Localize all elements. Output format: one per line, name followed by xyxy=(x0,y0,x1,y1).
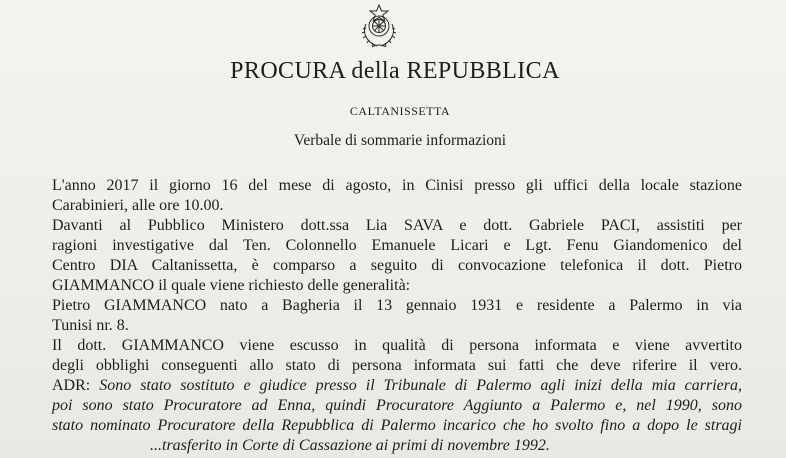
body-line: Davanti al Pubblico Ministero dott.ssa Lia SAVA e dott. Gabriele PACI, assistiti per xyxy=(52,217,742,234)
testimony-text: Sono stato sostituto e giudice presso il Tribunale di Palermo agli inizi della mia carriera, xyxy=(99,377,743,394)
body-line: ragioni investigative dal Ten. Colonnello Emanuele Licari e Lgt. Fenu Giandomenico del xyxy=(52,237,742,254)
testimony-line: stato nominato Procuratore della Repubblica di Palermo incarico che ho svolto fino a dopo le stragi xyxy=(52,417,742,434)
office-city: CALTANISSETTA xyxy=(349,104,451,118)
body-line: L'anno 2017 il giorno 16 del mese di agosto, in Cinisi presso gli uffici della locale stazione xyxy=(52,177,742,194)
body-line: Pietro GIAMMANCO nato a Bagheria il 13 gennaio 1931 e residente a Palermo in via xyxy=(52,297,742,314)
body-line: Il dott. GIAMMANCO viene escusso in qualità di persona informata e viene avvertito xyxy=(52,337,742,354)
testimony-line: poi sono stato Procuratore ad Enna, quindi Procuratore Aggiunto a Palermo e, nel 1990, sono xyxy=(52,397,742,414)
page-title: PROCURA della REPUBBLICA xyxy=(230,58,560,84)
testimony-line: ...trasferito in Corte di Cassazione ai primi di novembre 1992. xyxy=(150,437,550,454)
body-line: Tunisi nr. 8. xyxy=(52,317,129,334)
adr-line xyxy=(52,376,742,396)
body-line: Centro DIA Caltanissetta, è comparso a seguito di convocazione telefonica il dott. Pietro xyxy=(52,257,742,274)
document-subtitle: Verbale di sommarie informazioni xyxy=(293,132,507,149)
body-line: GIAMMANCO il quale viene richiesto delle generalità: xyxy=(52,277,411,294)
body-line: degli obblighi conseguenti allo stato di persona informata sui fatti che deve riferire il vero. xyxy=(52,357,742,374)
body-line: Carabinieri, alle ore 10.00. xyxy=(52,197,224,214)
adr-label: ADR: xyxy=(52,377,91,394)
